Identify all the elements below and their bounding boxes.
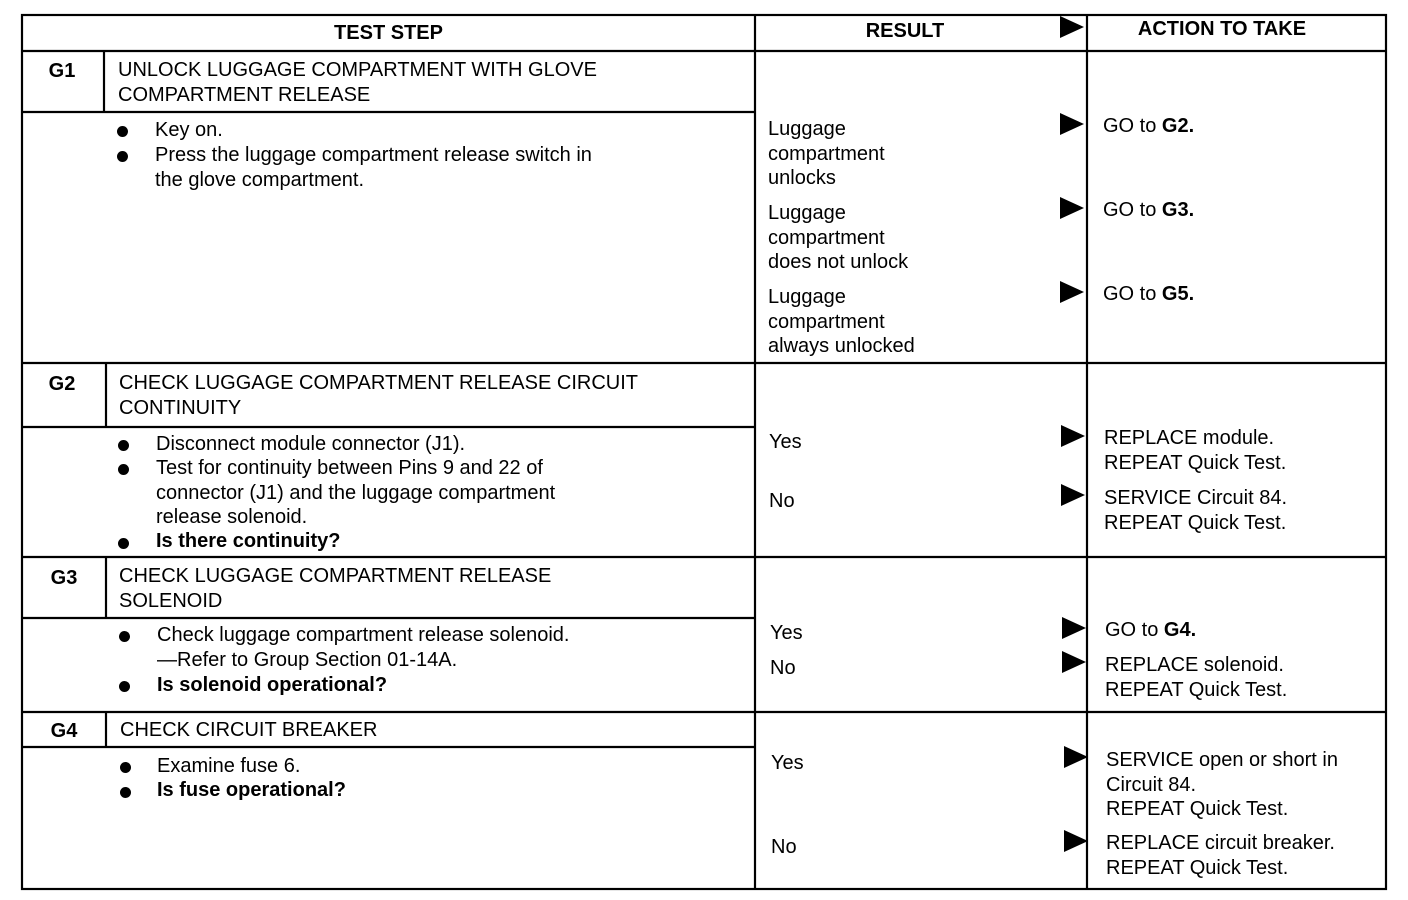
step-id: G2 (48, 373, 76, 395)
result-text: Yes (771, 752, 804, 774)
bullet-icon (119, 681, 130, 692)
result-text: No (770, 657, 796, 679)
step-id: G1 (48, 60, 76, 82)
arrow-right-icon (1064, 830, 1088, 852)
bullet-text: Press the luggage compartment release switch in the glove compartment. (155, 144, 592, 191)
step-title: CHECK LUGGAGE COMPARTMENT RELEASE CIRCUIT CONTINUITY (119, 372, 638, 419)
arrow-right-icon (1061, 484, 1085, 506)
arrow-right-icon (1060, 281, 1084, 303)
arrow-right-icon (1064, 746, 1088, 768)
step-title: CHECK LUGGAGE COMPARTMENT RELEASE SOLENOID (119, 565, 552, 612)
bullet-text: Examine fuse 6. (157, 755, 301, 777)
result-text: No (771, 836, 797, 858)
bullet-text: Test for continuity between Pins 9 and 22 of connector (J1) and the luggage compartment release solenoid. (156, 457, 556, 528)
bullet-text: Disconnect module connector (J1). (156, 433, 466, 455)
step-id: G4 (50, 720, 78, 742)
bullet-icon (120, 762, 131, 773)
bullet-icon (119, 631, 130, 642)
result-text: Yes (769, 431, 802, 453)
action-text: GO to G2. (1103, 115, 1195, 137)
result-text: Luggage compartment always unlocked (768, 286, 915, 357)
header-test-step: TEST STEP (334, 22, 443, 44)
step-id: G3 (50, 567, 78, 589)
result-text: Luggage compartment does not unlock (768, 202, 909, 273)
result-text: No (769, 490, 795, 512)
bullet-icon (120, 787, 131, 798)
action-text: REPLACE solenoid. REPEAT Quick Test. (1105, 654, 1288, 701)
action-text: REPLACE circuit breaker. REPEAT Quick Test. (1106, 832, 1335, 879)
action-text: SERVICE open or short in Circuit 84. REPEAT Quick Test. (1106, 749, 1338, 820)
header-result: RESULT (865, 20, 945, 42)
bullet-text: Is there continuity? (156, 530, 341, 552)
step-title: CHECK CIRCUIT BREAKER (120, 719, 378, 741)
bullet-icon (118, 440, 129, 451)
result-text: Yes (770, 622, 803, 644)
bullet-text: Key on. (155, 119, 223, 141)
arrow-right-icon (1062, 617, 1086, 639)
action-text: REPLACE module. REPEAT Quick Test. (1104, 427, 1287, 474)
arrow-right-icon (1061, 425, 1085, 447)
action-text: GO to G4. (1105, 619, 1197, 641)
bullet-icon (117, 126, 128, 137)
result-text: Luggage compartment unlocks (768, 118, 885, 189)
action-text: GO to G5. (1103, 283, 1195, 305)
bullet-icon (118, 538, 129, 549)
header-action: ACTION TO TAKE (1137, 18, 1307, 40)
action-text: SERVICE Circuit 84. REPEAT Quick Test. (1104, 487, 1288, 534)
bullet-text: Check luggage compartment release solenoid. —Refer to Group Section 01-14A. (157, 624, 570, 671)
arrow-right-icon (1060, 197, 1084, 219)
bullet-icon (118, 464, 129, 475)
step-title: UNLOCK LUGGAGE COMPARTMENT WITH GLOVE COMPARTMENT RELEASE (118, 59, 597, 106)
action-text: GO to G3. (1103, 199, 1195, 221)
arrow-right-icon (1060, 113, 1084, 135)
bullet-text: Is solenoid operational? (157, 674, 388, 696)
arrow-right-icon (1060, 16, 1084, 38)
arrow-right-icon (1062, 651, 1086, 673)
bullet-icon (117, 151, 128, 162)
bullet-text: Is fuse operational? (157, 779, 346, 801)
